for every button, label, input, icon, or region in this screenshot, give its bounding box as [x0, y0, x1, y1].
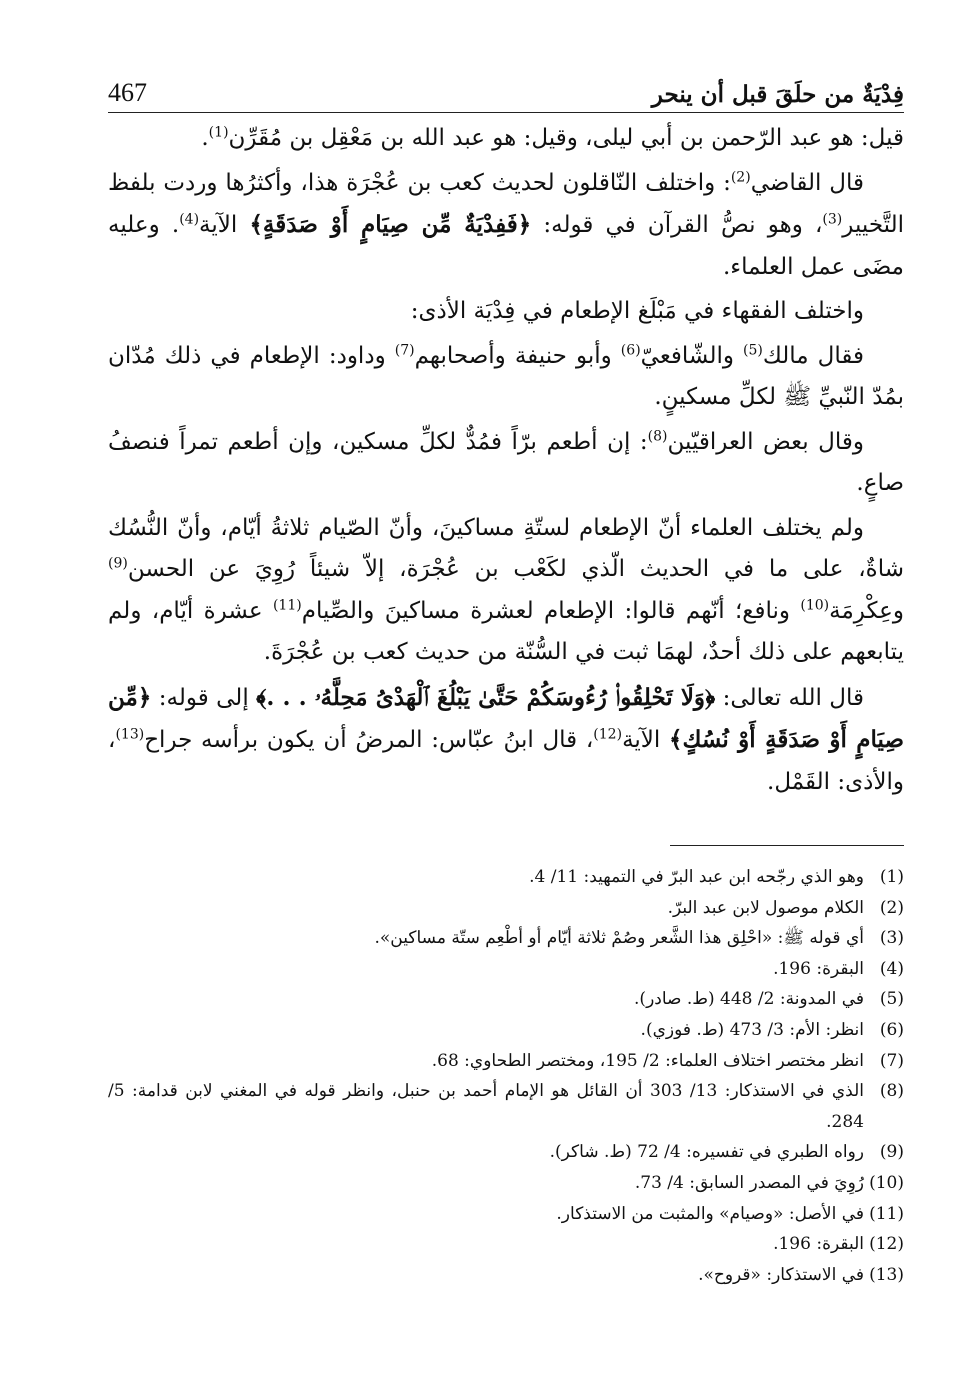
paragraph-7 [108, 677, 904, 804]
text-run: قال القاضي [750, 169, 865, 196]
quran-verse: ﴿وَلَا تَحْلِقُوا۟ رُءُوسَكُمْ حَتَّىٰ يَبْلُغَ ٱلْهَدْىُ مَحِلَّهُۥ . . .﴾ [256, 683, 716, 711]
quran-verse: ﴿مِّن صِيَامٍ أَوْ صَدَقَةٍ أَوْ نُسُكٍ﴾ [108, 683, 904, 753]
footnote-ref[interactable]: (5) [743, 341, 763, 358]
footnote [108, 923, 904, 954]
footnote-text: أي قوله ﷺ: «احْلِق هذا الشَّعر وصُمْ ثلاثة أيّام أو أطْعِم ستّة مساكين». [374, 928, 864, 949]
footnote-text: الذي في الاستذكار: 13/ 303 أن القائل هو الإمام أحمد بن حنبل، وانظر قوله في المغني لابن قدامة: 5/ 284. [108, 1081, 864, 1132]
paragraph-6 [108, 508, 904, 674]
footnote-number: (3) [879, 928, 904, 949]
text-run: عشرة أيّام، ولم يتابعهم على ذلك أحدٌ، لهمَا ثبت في السُّنّة من حديث كعب بن عُجْرَةَ. [108, 597, 904, 665]
paragraph-4 [108, 336, 904, 419]
footnote-text: رواه الطبري في تفسيره: 4/ 72 (ط. شاكر). [549, 1142, 864, 1163]
footnote-text: انظر: الأم: 3/ 473 (ط. فوزي). [640, 1019, 864, 1040]
footnote-number: (7) [879, 1050, 904, 1071]
text-run: فقال مالك [762, 342, 864, 369]
footnote-number: (10) [869, 1172, 904, 1193]
footnote-text: وهو الذي رجّحه ابن عبد البرّ في التمهيد: 11/ 4. [529, 867, 864, 887]
footnote-ref[interactable]: (7) [394, 341, 415, 358]
text-run: الآية [199, 212, 250, 238]
footnote-ref[interactable]: (12) [593, 726, 623, 743]
footnote-ref[interactable]: (4) [179, 211, 200, 228]
text-run: قيل: هو عبد الرّحمن بن أبي ليلى، وقيل: هو عبد الله بن مَعْقِل بن مُقَرِّن [228, 125, 904, 151]
footnote-number: (9) [879, 1142, 904, 1163]
footnote-number: (12) [869, 1234, 904, 1255]
footnote [108, 1229, 904, 1260]
footnote-ref[interactable]: (2) [730, 168, 751, 185]
text-run: الآية [622, 727, 669, 753]
footnote [108, 984, 904, 1015]
footnote-ref[interactable]: (13) [115, 726, 145, 743]
footnote-ref[interactable]: (11) [272, 596, 302, 613]
header-divider [108, 112, 904, 113]
footnote-ref[interactable]: (6) [620, 341, 641, 358]
page-number: 467 [108, 78, 147, 107]
footnote-text: البقرة: 196. [773, 958, 864, 979]
main-text [108, 118, 904, 806]
footnote-ref[interactable]: (9) [108, 555, 128, 572]
footnote-ref[interactable]: (10) [800, 596, 830, 613]
paragraph-1 [108, 118, 904, 160]
text-run: . [201, 125, 209, 151]
footnote [108, 1199, 904, 1230]
footnote [108, 954, 904, 985]
text-run: ، والأذى: القَمْل. [108, 727, 904, 795]
footnote [108, 1076, 904, 1137]
footnote [108, 893, 904, 924]
footnote-number: (1) [879, 867, 904, 887]
text-run: ، وهو نصُّ القرآن في قوله: [531, 212, 823, 238]
footnote-text: في المدونة: 2/ 448 (ط. صادر). [634, 989, 864, 1010]
text-run: . وعليه مضَى عمل العلماء. [108, 212, 904, 280]
footnote-text: انظر مختصر اختلاف العلماء: 2/ 195، ومختصر الطحاوي: 68. [431, 1050, 864, 1071]
footnote [108, 862, 904, 893]
text-run: وأبو حنيفة وأصحابهم [414, 342, 621, 369]
footnote [108, 1260, 904, 1291]
footnote-number: (5) [879, 989, 904, 1010]
footnote-text: في الاستذكار: «قروح». [698, 1264, 864, 1285]
footnote-ref[interactable]: (3) [822, 211, 843, 228]
footnotes [108, 862, 904, 1290]
footnote-ref[interactable]: (8) [647, 427, 668, 444]
footnote [108, 1015, 904, 1046]
footnote [108, 1168, 904, 1199]
text-run: : إن أطعم برّاً فمُدٌّ لكلِّ مسكين، وإن أطعم تمراً فنصفُ صاعٍ. [108, 428, 904, 496]
text-run: وداود: الإطعام في ذلك مُدّان بمُدّ النّبيِّ ﷺ لكلِّ مسكينٍ. [108, 342, 904, 410]
text-run: قال الله تعالى: [715, 684, 865, 711]
footnote-text: رُوِيَ في المصدر السابق: 4/ 73. [634, 1172, 864, 1193]
running-title: فِدْيَةٌ من حلَقَ قبل أن ينحر [651, 81, 904, 108]
text-run: ، قال ابنُ عبّاس: المرضُ أن يكون برأسه جراح [144, 727, 594, 753]
footnote [108, 1137, 904, 1168]
footnote-number: (11) [869, 1203, 904, 1224]
text-run: ونافع؛ أنّهم قالوا: الإطعام لعشرة مساكينَ والصِّيام [301, 597, 801, 624]
text-run: : واختلف النّاقلون لحديث كعب بن عُجْرَة هذا، وأكثرُها وردت بلفظ التَّخيير [108, 169, 905, 238]
text-run: وقال بعض العراقيّين [667, 428, 864, 455]
footnote-divider [670, 845, 904, 846]
footnote-ref[interactable]: (1) [208, 124, 229, 141]
text-run: والشّافعيّ [640, 342, 743, 369]
quran-verse: ﴿فَفِدْيَةٌ مِّن صِيَامٍ أَوْ صَدَقَةٍ﴾ [249, 211, 532, 238]
footnote-number: (4) [879, 958, 904, 979]
paragraph-2 [108, 163, 904, 289]
footnote-text: الكلام موصول لابن عبد البرّ. [667, 897, 864, 918]
text-run: ولم يختلف العلماء أنّ الإطعام لستّةِ مساكينَ، وأنّ الصّيام ثلاثةُ أيّام، وأنّ النُّسُك شاةٌ، على ما في الحديث الّذي لكَعْب بن عُجْرَة، إلاّ شيئاً رُوِيَ عن الحسن [108, 514, 904, 582]
page-header [108, 58, 904, 108]
footnote-text: البقرة: 196. [773, 1234, 864, 1255]
text-run: إلى قوله: [151, 684, 257, 711]
paragraph-5 [108, 422, 904, 505]
footnote [108, 1046, 904, 1077]
footnote-number: (8) [879, 1081, 904, 1102]
footnote-text: في الأصل: «وصيام» والمثبت من الاستذكار. [556, 1203, 864, 1224]
paragraph-3: واختلف الفقهاء في مَبْلَغ الإطعام في فِدْيَة الأذى: [410, 298, 864, 324]
footnote-number: (13) [869, 1264, 904, 1285]
text-run: وعِكْرِمَة [829, 597, 905, 624]
footnote-number: (2) [879, 897, 904, 918]
footnote-number: (6) [879, 1019, 904, 1040]
